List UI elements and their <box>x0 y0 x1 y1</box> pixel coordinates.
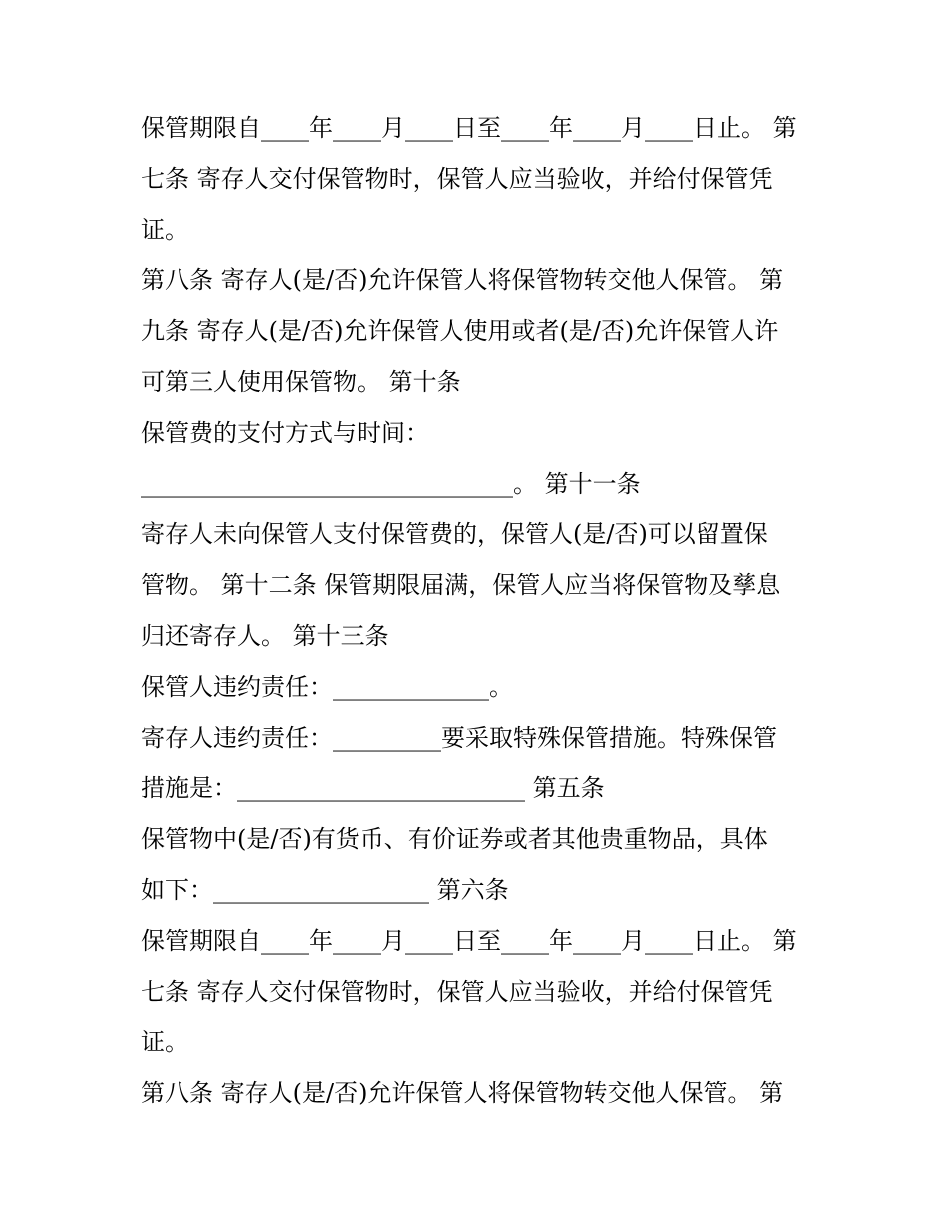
text-line: 归还寄存人。 第十三条 <box>141 621 389 650</box>
text-line: 寄存人违约责任：_________要采取特殊保管措施。特殊保管 <box>141 723 777 752</box>
text-line: 寄存人未向保管人支付保管费的，保管人(是/否)可以留置保 <box>141 520 768 549</box>
text-line: 第八条 寄存人(是/否)允许保管人将保管物转交他人保管。 第 <box>141 1079 784 1108</box>
text-line: 保管费的支付方式与时间： <box>141 418 429 447</box>
text-line: 九条 寄存人(是/否)允许保管人使用或者(是/否)允许保管人许 <box>141 317 779 346</box>
text-line: 证。 <box>141 215 189 244</box>
text-line: 七条 寄存人交付保管物时，保管人应当验收，并给付保管凭 <box>141 977 773 1006</box>
text-line: 如下：__________________ 第六条 <box>141 875 509 904</box>
contract-body <box>141 103 821 1119</box>
text-line: 管物。 第十二条 保管期限届满，保管人应当将保管物及孳息 <box>141 571 781 600</box>
text-line: 保管期限自____年____月____日至____年____月____日止。 第 <box>141 114 797 142</box>
text-line: 保管期限自____年____月____日至____年____月____日止。 第 <box>141 926 797 955</box>
text-line: 可第三人使用保管物。 第十条 <box>141 367 461 396</box>
text-line: 保管物中(是/否)有货币、有价证券或者其他贵重物品，具体 <box>141 825 768 854</box>
text-line: 第八条 寄存人(是/否)允许保管人将保管物转交他人保管。 第 <box>141 266 784 295</box>
text-line: 措施是：________________________ 第五条 <box>141 774 605 803</box>
text-line: _______________________________。 第十一条 <box>141 469 641 498</box>
text-line: 七条 寄存人交付保管物时，保管人应当验收，并给付保管凭 <box>141 164 773 193</box>
text-line: 证。 <box>141 1028 189 1057</box>
text-line: 保管人违约责任：_____________。 <box>141 672 513 701</box>
